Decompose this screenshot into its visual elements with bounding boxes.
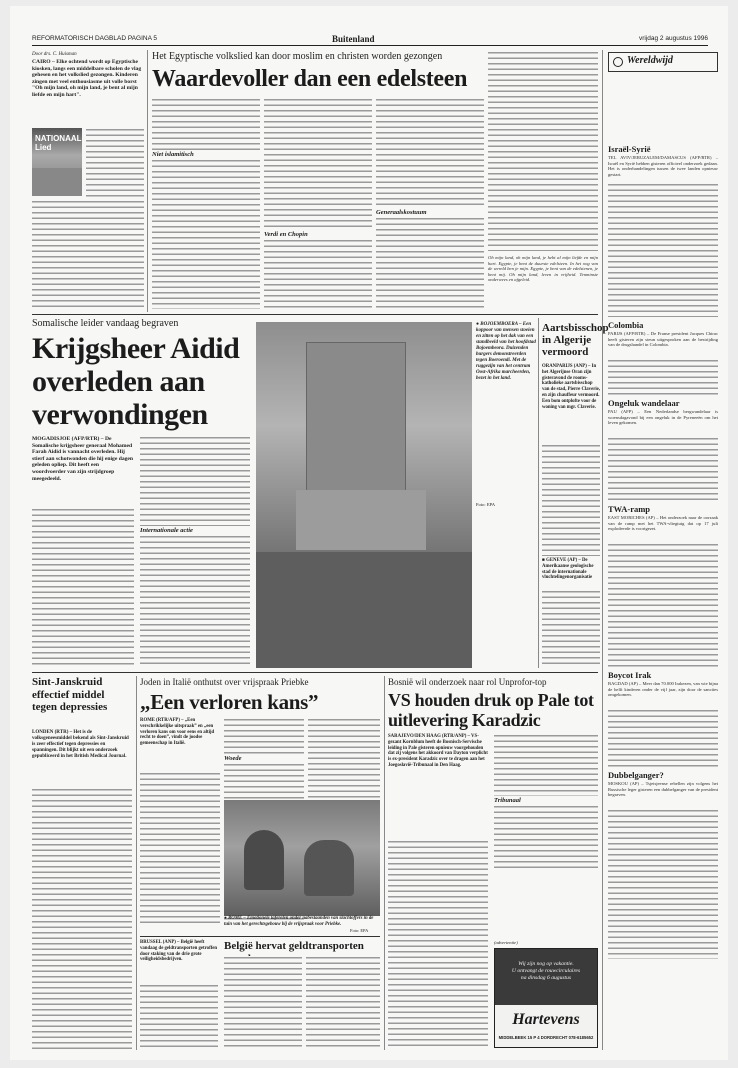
aidid-subhead: Internationale actie bbox=[140, 527, 193, 534]
bujumbura-credit: Foto: EPA bbox=[476, 502, 496, 507]
rome-caption: ● ROME – Emotionele taferelen onder nabestaanden van slachtoffers in de tuin van het gerechtsgebouw bij de vrijspraak voor Priebke. bbox=[224, 916, 374, 927]
ad-dark-panel bbox=[495, 949, 597, 1005]
sidebar-item bbox=[608, 144, 718, 320]
sidebar-item-text: MOSKOU (AP) – Tsjetsjeense rebellen zijn volgens het Russische leger gisteren een dubbelganger van de president begraven. bbox=[608, 781, 718, 797]
section-divider bbox=[140, 936, 380, 937]
column-rule bbox=[538, 318, 539, 668]
issue-date: vrijdag 2 augustus 1996 bbox=[638, 35, 708, 42]
aidid-body-col2 bbox=[140, 436, 250, 668]
joden-kicker: Joden in Italië onthutst over vrijspraak Priebke bbox=[140, 677, 309, 687]
section-divider bbox=[32, 672, 598, 673]
aidid-body-col1 bbox=[32, 508, 134, 668]
globe-icon bbox=[613, 57, 623, 67]
egypt-col2 bbox=[152, 98, 260, 310]
sidebar-item-title: TWA-ramp bbox=[608, 504, 651, 514]
egypt-byline: Door drs. C. Huisman bbox=[32, 52, 77, 57]
ad-address: MIDDELBEEK 15 P 4 DORDRECHT 078-6185652 bbox=[498, 1035, 594, 1040]
egypt-body-col1b bbox=[32, 200, 144, 310]
sidebar-item bbox=[608, 770, 718, 970]
egypt-col3 bbox=[264, 98, 372, 310]
karadzic-subhead-tribunaal: Tribunaal bbox=[494, 797, 521, 804]
joden-body-col1 bbox=[140, 772, 220, 924]
sidebar-item-text: EAST MORICHES (AP) – Het onderzoek naar de oorzaak van de ramp met het TWA-vliegtuig dat op 17 juli explodeerde is voortgezet. bbox=[608, 515, 718, 531]
sidebar-item-title: Israël-Syrië bbox=[608, 144, 651, 154]
karadzic-kicker: Bosnië wil onderzoek naar rol Unprofor-top bbox=[388, 677, 547, 687]
advertisement bbox=[494, 948, 598, 1048]
bujumbura-photo bbox=[256, 322, 472, 668]
sidebar-logo: Wereldwijd bbox=[627, 55, 673, 66]
sidebar-item-text: PAU (AFP) – Een Nederlandse bergwandelaar is woensdagavond bij een ongeluk in de Pyreneeën om het leven gekomen. bbox=[608, 409, 718, 425]
section-name: Buitenland bbox=[332, 34, 375, 44]
column-rule bbox=[147, 50, 148, 312]
sidebar-item-text: TEL AVIV/JERUZALEM/DAMASCUS (AFP/RTR) – Israël en Syrië hebben gisteren officieel onderzoek gedaan. Het is onderhandelingen tussen de twee landen opnieuw gestart. bbox=[608, 155, 718, 177]
jansk-headline: Sint-Janskruid effectief middel tegen depressies bbox=[32, 676, 108, 713]
joden-headline: „Een verloren kans” bbox=[140, 690, 319, 714]
ad-line-2: U ontvangt de rouwcirculaires bbox=[511, 968, 581, 974]
karadzic-body-col2 bbox=[494, 734, 598, 874]
belgium-body-col3 bbox=[306, 956, 380, 1050]
newspaper-page bbox=[10, 6, 728, 1060]
algeria-headline: Aartsbisschop in Algerije vermoord bbox=[542, 322, 609, 358]
sidebar-logo-box bbox=[608, 52, 718, 72]
sidebar-item-title: Boycot Irak bbox=[608, 670, 652, 680]
belgium-lead: BRUSSEL (ANP) – België heeft vandaag de geldtransporten getroffen door staking van de drie grote veiligheidsbedrijven. bbox=[140, 940, 218, 963]
jansk-body bbox=[32, 788, 132, 1050]
joden-lead: ROME (RTR/AFP) – „Een verschrikkelijke uitspraak” en „een verloren kans om voor eens en altijd recht te doen”, vindt de joodse gemeenschap in Italië. bbox=[140, 718, 215, 747]
egypt-kicker: Het Egyptische volkslied kan door moslim en christen worden gezongen bbox=[152, 51, 443, 62]
ad-line-1: Wij zijn nog op vakantie. bbox=[518, 961, 574, 967]
egypt-anthem-poem: Oh mijn land, oh mijn land, je hebt al mijn liefde en mijn hart. Egypte, je bent de duurste edelsteen. In het oog van de wereld ben je mijn. Egypte, je bent van de edelstenen, je bent mij. Oh mijn land, leven in vrijheid. Tenminste onderwees en afgeleid. bbox=[488, 255, 598, 283]
ad-brand: Hartevens bbox=[512, 1011, 580, 1028]
column-rule bbox=[384, 676, 385, 1050]
monument bbox=[306, 342, 406, 492]
geneva-lead: ■ GENEVE (AP) – De Amerikaanse geologische stad de internationale vluchtelingenorganisatie bbox=[542, 558, 594, 581]
karadzic-lead: SARAJEVO/DEN HAAG (RTR/ANP) – VS-gezant Kornblum heeft de Bosnisch-Servische leiding in Pale gisteren opnieuw voorgehouden dat zij volgens het akkoord van Dayton verplicht is ex-president Karadzic over te dragen aan het Joegoslavië-Tribunaal in Den Haag. bbox=[388, 734, 488, 768]
algeria-lead: ORANPARIJS (ANP) – In het Algerijnse Oran zijn gisteravond de rooms-katholieke aartsbisschop van de stad, Pierre Claverie, en zijn chauffeur vermoord. Een bom ontplofte voor de woning van mgr. Claverie. bbox=[542, 364, 600, 410]
sidebar-item bbox=[608, 504, 718, 670]
sidebar-news bbox=[608, 144, 718, 1044]
book-cover-title: NATIONAAL Lied bbox=[35, 134, 82, 152]
egypt-subhead-generaalskostuum: Generaalskostuum bbox=[376, 209, 427, 216]
sidebar-item-title: Colombia bbox=[608, 320, 644, 330]
egypt-body-col1a bbox=[86, 128, 144, 198]
aidid-kicker: Somalische leider vandaag begraven bbox=[32, 318, 179, 329]
book-cover-photo bbox=[32, 128, 82, 196]
ad-label: (advertentie) bbox=[494, 940, 518, 945]
sidebar-item bbox=[608, 320, 718, 398]
jansk-lead: LONDEN (RTR) – Het is de volksgeneesmiddel bekend als Sint-Janskruid is zeer effectief tegen depressies en spanningen. Dit blijkt uit een onderzoek gepubliceerd in het British Medical Journal. bbox=[32, 730, 129, 759]
egypt-headline: Waardevoller dan een edelsteen bbox=[152, 66, 468, 92]
joden-body-col3 bbox=[308, 718, 380, 798]
running-header bbox=[32, 34, 708, 46]
rome-credit: Foto: EPA bbox=[350, 928, 369, 933]
egypt-subhead-verdi: Verdi en Chopin bbox=[264, 231, 308, 238]
joden-subhead-woede: Woede bbox=[224, 755, 242, 762]
egypt-lead: CAIRO – Elke ochtend wordt op Egyptische kiosken, langs een middelbare scholen de vlag gehesen en het volkslied gezongen. Kinderen zingen met veel enthousiasme uit volle borst "Oh mijn land, oh mijn land, je bent al mijn liefde en mijn hart". bbox=[32, 59, 142, 98]
karadzic-body-col1 bbox=[388, 840, 488, 1050]
algeria-body bbox=[542, 444, 600, 556]
rome-photo bbox=[224, 800, 380, 916]
sidebar-item-title: Ongeluk wandelaar bbox=[608, 398, 680, 408]
egypt-col5 bbox=[488, 51, 598, 310]
sidebar-item-text: BAGDAD (AP) – Meer dan 70.000 Irakezen, van wie bijna de helft kinderen onder de vijf jaar, zijn door de sancties omgekomen. bbox=[608, 681, 718, 697]
belgium-body-col1 bbox=[140, 984, 218, 1050]
sidebar-item bbox=[608, 398, 718, 504]
aidid-headline: Krijgsheer Aidid overleden aan verwondingen bbox=[32, 332, 240, 431]
paper-name: REFORMATORISCH DAGBLAD PAGINA 5 bbox=[32, 35, 157, 42]
belgium-headline: België hervat geldtransporten bbox=[224, 940, 364, 952]
sidebar-rule bbox=[602, 50, 603, 1050]
belgium-body-col2 bbox=[224, 956, 302, 1050]
sidebar-item bbox=[608, 670, 718, 770]
aidid-lead: MOGADISJOE (AFP/RTR) – De Somalische krijgsheer generaal Mohamed Farah Aidid is vannacht overleden. Hij stierf aan schotwonden die hij enige dagen geleden opliep. Dit heeft een woordvoerder van zijn strijdgroep meegedeeld. bbox=[32, 436, 134, 482]
karadzic-headline: VS houden druk op Pale tot uitlevering Karadzic bbox=[388, 690, 594, 730]
ad-line-3: na dinsdag 6 augustus bbox=[520, 975, 572, 981]
sidebar-item-text: PARIJS (AFP/RTR) – De Franse president Jacques Chirac heeft gisteren zijn steun uitgesproken aan de bestrijding van de drugshandel in Colombia. bbox=[608, 331, 718, 347]
sidebar-item-title: Dubbelganger? bbox=[608, 770, 664, 780]
geneva-body bbox=[542, 590, 600, 668]
column-rule bbox=[136, 676, 137, 1050]
bujumbura-caption: ● BOJOEMBOERA – Een koppoor van mensen stoeien en zitten op het dak van een standbeeld van het hoofdstad Bojoembeora. Duizenden burgers demonstreerden tegen Boeroendi. Met de ruggezijn van het centrum Oost-Afrika marcheerden, bezet in het land. bbox=[476, 322, 536, 381]
section-divider bbox=[32, 314, 598, 315]
egypt-col4 bbox=[376, 98, 484, 310]
egypt-subhead-niet-islamitisch: Niet islamitisch bbox=[152, 151, 194, 158]
